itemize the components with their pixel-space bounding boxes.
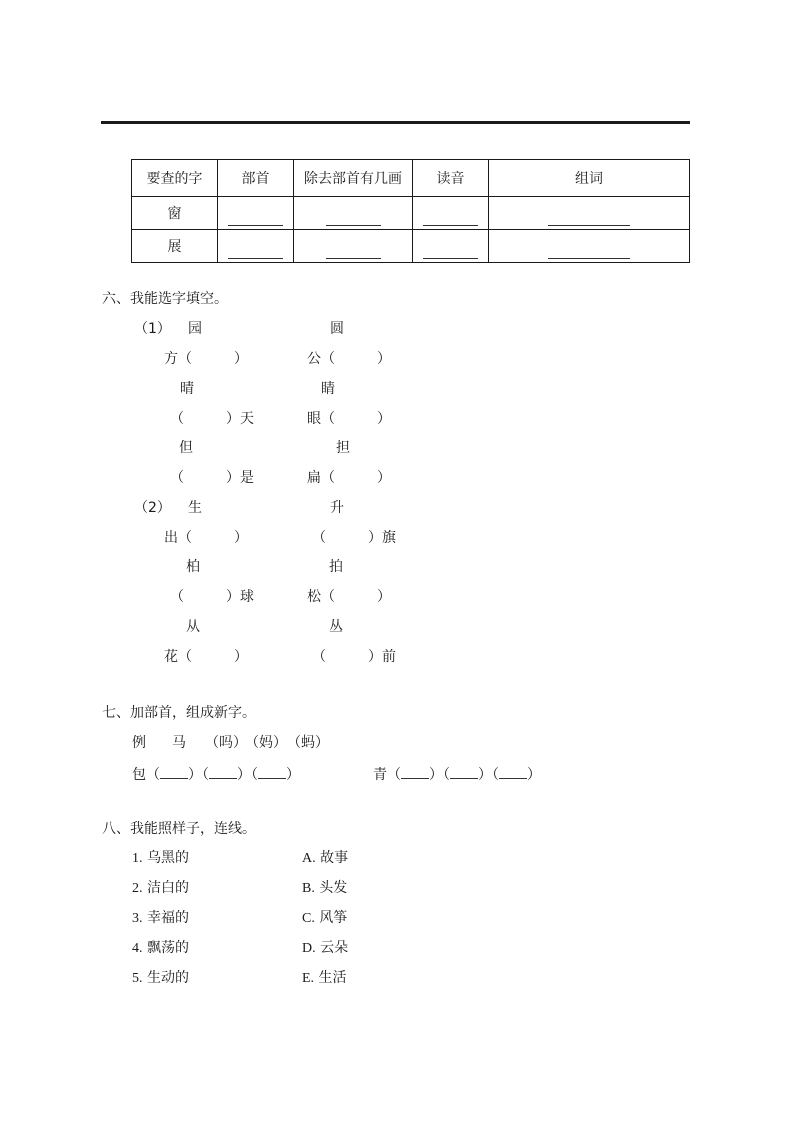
table-row (132, 197, 690, 230)
fill-blank-item[interactable]: 眼（ ） (307, 411, 391, 427)
choice-char: 园 (188, 321, 202, 337)
match-left-item[interactable]: 4. 飘荡的 (132, 940, 189, 956)
col-header-words: 组词 (489, 160, 690, 197)
section8-title: 八、我能照样子，连线。 (102, 821, 256, 837)
choice-char: 睛 (321, 381, 335, 397)
pronunciation-blank[interactable] (413, 197, 489, 230)
pronunciation-blank[interactable] (413, 230, 489, 263)
choice-char: 圆 (330, 321, 344, 337)
fill-blank-item[interactable]: 公（ ） (307, 351, 391, 367)
fill-blank-item[interactable]: （ ）是 (170, 470, 254, 486)
choice-char: 但 (179, 440, 193, 456)
lookup-char: 窗 (132, 197, 218, 230)
choice-char: 丛 (329, 619, 343, 635)
example-answer: （妈） (245, 735, 287, 751)
section7-title: 七、加部首，组成新字。 (102, 705, 256, 721)
fill-blank-item[interactable]: 花（ ） (164, 649, 248, 665)
col-header-char: 要查的字 (132, 160, 218, 197)
lookup-char: 展 (132, 230, 218, 263)
group1-label: （1） (134, 321, 171, 337)
fill-blank-item[interactable]: （ ）天 (170, 411, 254, 427)
example-label: 例 (132, 735, 146, 751)
match-left-item[interactable]: 3. 幸福的 (132, 910, 189, 926)
match-right-item[interactable]: D. 云朵 (302, 940, 349, 956)
group2-label: （2） (134, 500, 171, 516)
match-right-item[interactable]: A. 故事 (302, 850, 349, 866)
match-right-item[interactable]: B. 头发 (302, 880, 348, 896)
fill-blank-item[interactable]: （ ）球 (170, 589, 254, 605)
example-char: 马 (172, 735, 186, 751)
col-header-strokes: 除去部首有几画 (294, 160, 413, 197)
match-left-item[interactable]: 2. 洁白的 (132, 880, 189, 896)
words-blank[interactable] (489, 197, 690, 230)
choice-char: 晴 (180, 381, 194, 397)
strokes-blank[interactable] (294, 230, 413, 263)
fill-blank-item[interactable]: （ ）旗 (312, 530, 396, 546)
fill-blank-item[interactable]: 松（ ） (307, 589, 391, 605)
choice-char: 从 (186, 619, 200, 635)
match-right-item[interactable]: C. 风筝 (302, 910, 348, 926)
example-answer: （吗） (205, 735, 247, 751)
radical-item-qing[interactable]: 青（ ）（ ）（ ） (373, 767, 541, 783)
radical-item-bao[interactable]: 包（ ）（ ）（ ） (132, 767, 300, 783)
fill-blank-item[interactable]: 出（ ） (164, 530, 248, 546)
col-header-radical: 部首 (218, 160, 294, 197)
fill-blank-item[interactable]: 扁（ ） (307, 470, 391, 486)
radical-blank[interactable] (218, 197, 294, 230)
example-answer: （蚂） (287, 735, 329, 751)
match-right-item[interactable]: E. 生活 (302, 970, 347, 986)
table-header-row (132, 160, 690, 197)
choice-char: 拍 (329, 559, 343, 575)
match-left-item[interactable]: 5. 生动的 (132, 970, 189, 986)
fill-blank-item[interactable]: 方（ ） (164, 351, 248, 367)
table-row (132, 230, 690, 263)
radical-blank[interactable] (218, 230, 294, 263)
choice-char: 担 (336, 440, 350, 456)
section6-title: 六、我能选字填空。 (102, 291, 228, 307)
choice-char: 柏 (186, 559, 200, 575)
choice-char: 升 (330, 500, 344, 516)
fill-blank-item[interactable]: （ ）前 (312, 649, 396, 665)
header-rule (101, 121, 690, 124)
strokes-blank[interactable] (294, 197, 413, 230)
match-left-item[interactable]: 1. 乌黑的 (132, 850, 189, 866)
col-header-pronunciation: 读音 (413, 160, 489, 197)
choice-char: 生 (188, 500, 202, 516)
words-blank[interactable] (489, 230, 690, 263)
dictionary-lookup-table (131, 159, 690, 263)
